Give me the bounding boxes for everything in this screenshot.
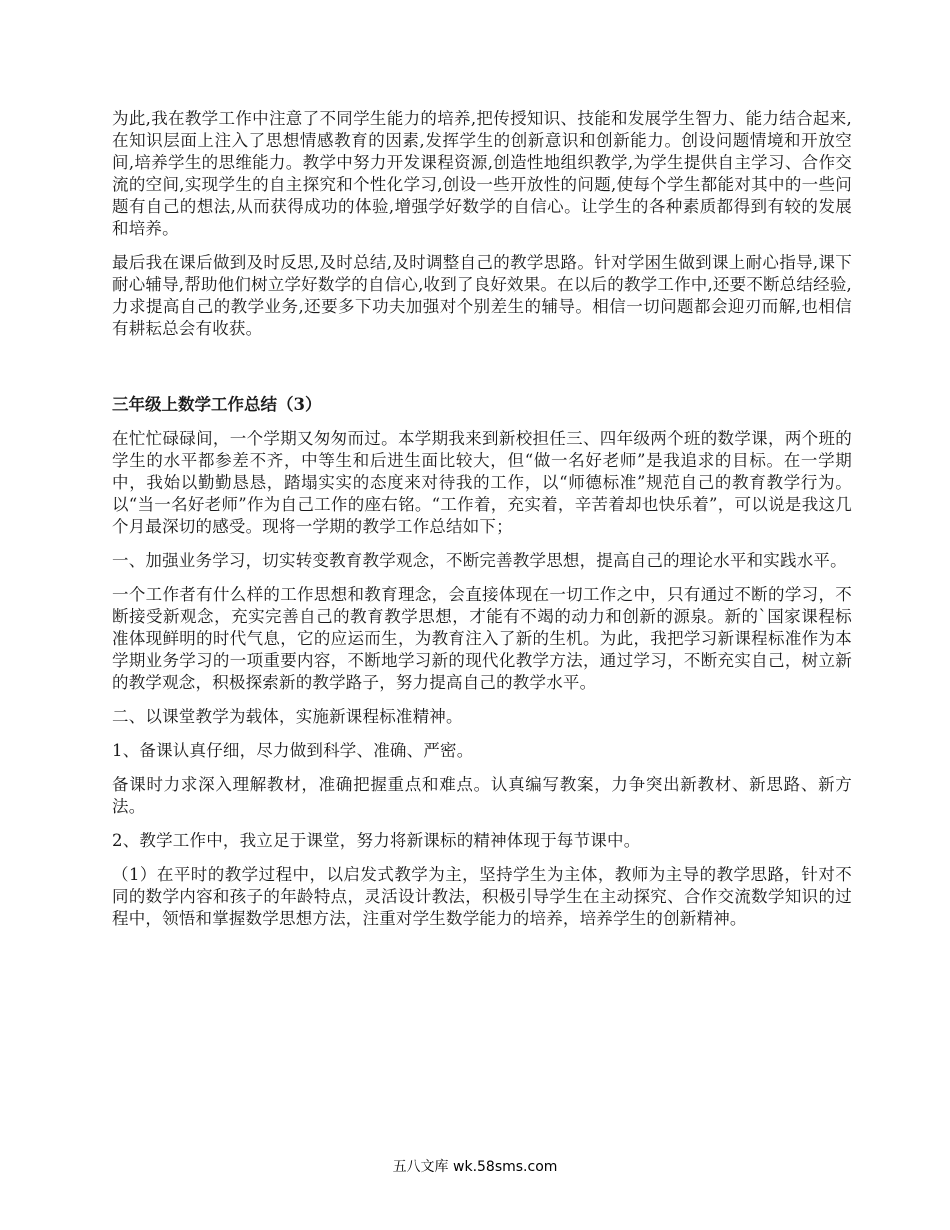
section-heading: 三年级上数学工作总结（3） — [112, 395, 322, 414]
paragraph-item-1: 1、备课认真仔细，尽力做到科学、准确、严密。 — [112, 741, 474, 760]
paragraph-abilities: 为此,我在教学工作中注意了不同学生能力的培养,把传授知识、技能和发展学生智力、能力结合起来,在知识层面上注入了思想情感教育的因素,发挥学生的创新意识和创新能力。创设问题情境和开放空间,培养学生的思维能力。教学中努力开发课程资源,创造性地组织教学,为学生提供自主学习、合作交流的空间,实现学生的自主探究和个性化学习,创设一些开放性的问题,使每个学生都能对其中的一些问题有自己的想法,从而获得成功的体验,增强学好数学的自信心。让学生的各种素质都得到有较的发展和培养。 — [112, 109, 852, 238]
paragraph-item-2: 2、教学工作中，我立足于课堂，努力将新课标的精神体现于每节课中。 — [112, 831, 641, 850]
document-body — [112, 108, 852, 942]
paragraph-point-two: 二、以课堂教学为载体，实施新课程标准精神。 — [112, 707, 463, 726]
paragraph-sub-item-1: （1）在平时的教学过程中，以启发式教学为主，坚持学生为主体，教师为主导的教学思路，针对不同的数学内容和孩子的年龄特点，灵活设计教法，积极引导学生在主动探究、合作交流数学知识的过程中，领悟和掌握数学思想方法，注重对学生数学能力的培养，培养学生的创新精神。 — [112, 865, 852, 928]
paragraph-point-one: 一、加强业务学习，切实转变教育教学观念，不断完善教学思想，提高自己的理论水平和实践水平。 — [112, 551, 847, 570]
paragraph-lesson-prep: 备课时力求深入理解教材，准确把握重点和难点。认真编写教案，力争突出新教材、新思路、新方法。 — [112, 775, 852, 816]
section-spacer — [112, 352, 852, 394]
paragraph-intro: 在忙忙碌碌间，一个学期又匆匆而过。本学期我来到新校担任三、四年级两个班的数学课，两个班的学生的水平都参差不齐，中等生和后进生面比较大，但“做一名好老师”是我追求的目标。在一学期中，我始以勤勤恳恳，踏塌实实的态度来对待我的工作，以“师德标准”规范自己的教育教学行为。以“当一名好老师”作为自己工作的座右铭。“工作着，充实着，辛苦着却也快乐着”，可以说是我这几个月最深切的感受。现将一学期的教学工作总结如下； — [112, 429, 852, 536]
footer-watermark: 五八文库 wk.58sms.com — [392, 1159, 558, 1175]
paragraph-learning: 一个工作者有什么样的工作思想和教育理念，会直接体现在一切工作之中，只有通过不断的学习，不断接受新观念，充实完善自己的教育教学思想，才能有不竭的动力和创新的源泉。新的`国家课程标准体现鲜明的时代气息，它的应运而生，为教育注入了新的生机。为此，我把学习新课程标准作为本学期业务学习的一项重要内容，不断地学习新的现代化教学方法，通过学习，不断充实自己，树立新的教学观念，积极探索新的教学路子，努力提高自己的教学水平。 — [112, 585, 852, 692]
paragraph-reflection: 最后我在课后做到及时反思,及时总结,及时调整自己的教学思路。针对学困生做到课上耐心指导,课下耐心辅导,帮助他们树立学好数学的自信心,收到了良好效果。在以后的教学工作中,还要不断总结经验,力求提高自己的教学业务,还要多下功夫加强对个别差生的辅导。相信一切问题都会迎刃而解,也相信有耕耘总会有收获。 — [112, 253, 852, 338]
